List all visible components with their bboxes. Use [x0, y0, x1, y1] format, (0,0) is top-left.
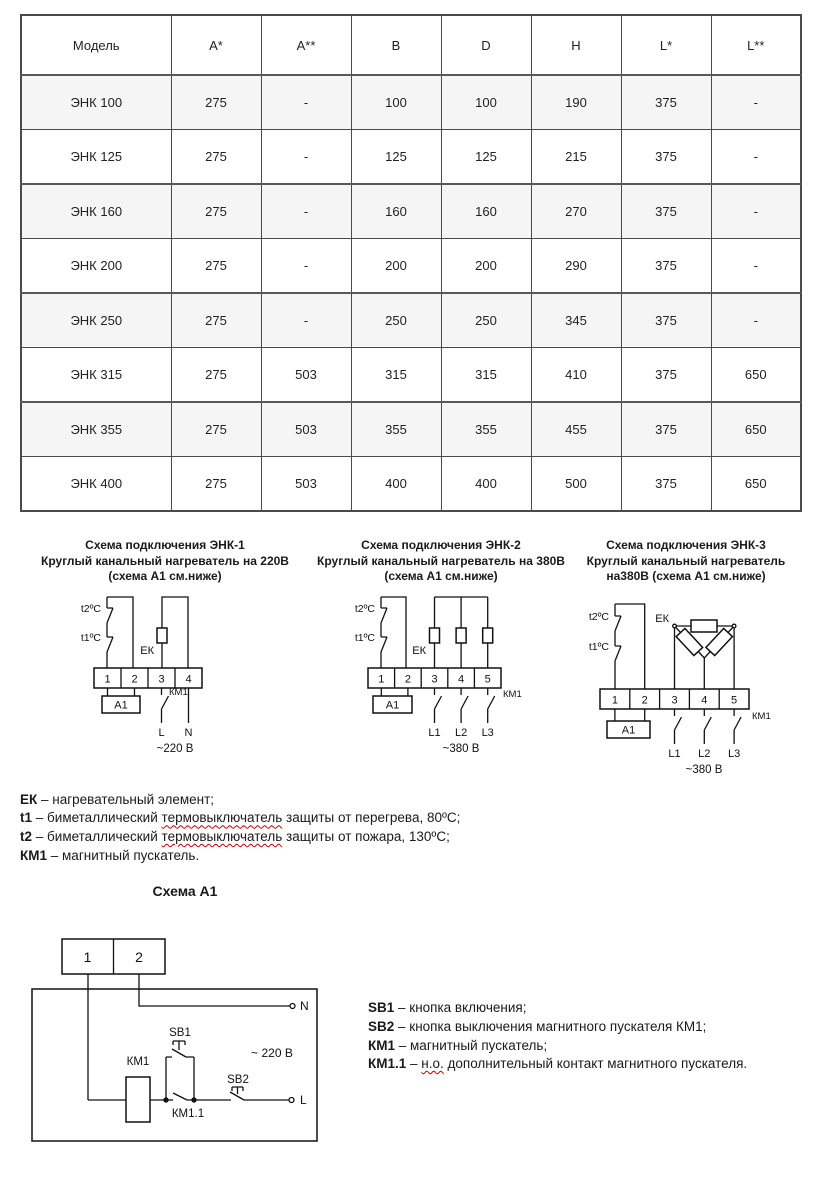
diagram-enk2-drawing [331, 591, 551, 759]
diagram-enk1-drawing [55, 591, 275, 759]
value-cell: 375 [621, 130, 711, 185]
thermal-switch-branch [81, 597, 133, 668]
line-label-l2: L2 [698, 747, 711, 760]
km1-label: КМ1 [752, 710, 771, 722]
table-row [21, 184, 801, 239]
title-line: Круглый канальный нагреватель на 220В [41, 553, 289, 568]
t1-label: t1ºС [354, 631, 375, 644]
value-cell: 375 [621, 239, 711, 294]
legend-item [20, 847, 800, 866]
value-cell: 190 [531, 75, 621, 130]
table-row [21, 130, 801, 185]
value-cell: - [261, 130, 351, 185]
voltage-label: ~ 220 В [251, 1046, 293, 1061]
value-cell: - [261, 293, 351, 348]
voltage-label: ~380 В [685, 763, 723, 776]
n-terminal [290, 1004, 295, 1009]
value-cell: 275 [171, 75, 261, 130]
diagram-enk1-title [41, 538, 289, 585]
km1-contacts [435, 688, 522, 723]
value-cell: 275 [171, 239, 261, 294]
heater-element-symbol [430, 628, 440, 643]
value-cell: 455 [531, 402, 621, 457]
legend-item [368, 999, 747, 1018]
schema-a1-legend [368, 999, 747, 1074]
value-cell: 275 [171, 184, 261, 239]
line-label-l: L [158, 726, 165, 739]
value-cell: - [711, 293, 801, 348]
legend-key: КМ1 [20, 847, 47, 863]
diagram-enk1 [20, 538, 310, 781]
value-cell: 160 [351, 184, 441, 239]
schema-a1-drawing [20, 899, 350, 1149]
t2-label: t2ºС [588, 610, 609, 623]
col-header-l2: L** [711, 15, 801, 75]
terminal-block [600, 689, 749, 709]
ek-label: ЕК [412, 644, 426, 657]
legend-key: t2 [20, 829, 33, 845]
value-cell: 375 [621, 75, 711, 130]
value-cell: - [261, 75, 351, 130]
col-header-a2: A** [261, 15, 351, 75]
t1-label: t1ºС [588, 640, 609, 653]
l-label: L [300, 1093, 307, 1108]
value-cell: 410 [531, 348, 621, 403]
a1-box [373, 688, 412, 713]
title-line: Схема подключения ЭНК-2 [361, 538, 521, 552]
dimensions-table [20, 14, 802, 512]
a1-label: А1 [114, 699, 128, 712]
legend-text: защиты от перегрева, 80ºС; [282, 810, 461, 826]
schema-a1-section [20, 883, 800, 1154]
heater-element-symbol [157, 628, 167, 643]
title-line: (схема А1 см.ниже) [384, 569, 498, 584]
a1-box [607, 709, 650, 738]
value-cell: 355 [441, 402, 531, 457]
model-cell: ЭНК 200 [21, 239, 171, 294]
value-cell: 375 [621, 457, 711, 512]
legend-item [368, 1018, 747, 1037]
value-cell: 503 [261, 348, 351, 403]
table-row [21, 402, 801, 457]
table-row [21, 75, 801, 130]
terminal-number: 1 [378, 673, 385, 686]
terminal-number: 1 [83, 949, 92, 966]
diagram-enk2-title [317, 538, 565, 585]
model-cell: ЭНК 100 [21, 75, 171, 130]
value-cell: - [711, 184, 801, 239]
value-cell: 355 [351, 402, 441, 457]
value-cell: 400 [351, 457, 441, 512]
line-label-l2: L2 [454, 726, 468, 739]
value-cell: 650 [711, 402, 801, 457]
model-cell: ЭНК 315 [21, 348, 171, 403]
title-line: Схема подключения ЭНК-3 [606, 538, 766, 552]
value-cell: 345 [531, 293, 621, 348]
legend-text: – биметаллический [35, 810, 162, 826]
thermal-switch-branch [589, 604, 645, 689]
value-cell: 375 [621, 293, 711, 348]
terminal-number: 4 [185, 673, 192, 686]
km11-label: КМ1.1 [171, 1108, 205, 1121]
diagram-enk3 [572, 538, 800, 781]
legend-item [20, 809, 800, 828]
value-cell: 160 [441, 184, 531, 239]
legend-item [368, 1037, 747, 1056]
value-cell: - [711, 239, 801, 294]
delta-heater-elements [655, 613, 736, 689]
legend-text: – кнопка выключения магнитного пускателя КМ1; [398, 1018, 707, 1034]
legend-key: t1 [20, 810, 33, 826]
legend-marked-word: н.о. [421, 1056, 444, 1072]
legend-text: дополнительный контакт магнитного пускателя. [443, 1056, 748, 1072]
col-header-l1: L* [621, 15, 711, 75]
legend-key: SB1 [368, 1000, 395, 1016]
sb2-label: SB2 [227, 1074, 249, 1087]
heater-element-symbol [691, 620, 717, 632]
km1-label: КМ1 [503, 688, 522, 700]
title-line: на380В (схема А1 см.ниже) [606, 569, 766, 584]
schema-a1-title: Схема А1 [152, 883, 218, 900]
terminal-number: 2 [641, 694, 648, 707]
value-cell: 200 [441, 239, 531, 294]
legend-marked-word: термовыключатель [161, 829, 283, 845]
km1-label: КМ1 [169, 686, 188, 698]
model-cell: ЭНК 160 [21, 184, 171, 239]
legend-item [368, 1055, 747, 1074]
voltage-label: ~220 В [156, 742, 194, 755]
value-cell: 275 [171, 457, 261, 512]
diagram-enk2 [310, 538, 572, 781]
legend-text: – магнитный пускатель; [398, 1037, 548, 1053]
t2-label: t2ºС [354, 602, 375, 615]
title-line: Схема подключения ЭНК-1 [85, 538, 245, 552]
value-cell: 275 [171, 130, 261, 185]
terminal-number: 2 [135, 949, 143, 966]
table-row [21, 457, 801, 512]
title-line: Круглый канальный нагреватель на 380В [317, 553, 565, 568]
terminal-number: 4 [701, 694, 708, 707]
table-header [21, 15, 801, 75]
schema-a1-drawing-block [20, 883, 360, 1154]
legend-text: защиты от пожара, 130ºС; [282, 829, 450, 845]
voltage-label: ~380 В [442, 742, 480, 755]
wiring-diagrams-row [20, 538, 800, 781]
value-cell: 100 [351, 75, 441, 130]
a1-label: А1 [385, 699, 400, 712]
diagram-enk3-drawing [572, 591, 800, 781]
value-cell: - [711, 130, 801, 185]
value-cell: 650 [711, 457, 801, 512]
terminal-number: 3 [671, 694, 678, 707]
model-cell: ЭНК 250 [21, 293, 171, 348]
terminal-block [94, 668, 202, 688]
value-cell: 125 [351, 130, 441, 185]
terminal-number: 1 [104, 673, 111, 686]
title-line: Круглый канальный нагреватель [586, 553, 786, 568]
km1-contacts [675, 709, 771, 744]
col-header-d: D [441, 15, 531, 75]
col-header-model: Модель [21, 15, 171, 75]
terminal-number: 5 [731, 694, 738, 707]
value-cell: 375 [621, 348, 711, 403]
value-cell: 315 [441, 348, 531, 403]
legend-key: КМ1 [368, 1037, 395, 1053]
value-cell: - [261, 184, 351, 239]
junction-node [163, 1098, 168, 1103]
value-cell: 275 [171, 293, 261, 348]
terminal-number: 4 [458, 673, 465, 686]
col-header-h: H [531, 15, 621, 75]
terminal-number: 2 [131, 673, 138, 686]
l-terminal [289, 1098, 294, 1103]
value-cell: 400 [441, 457, 531, 512]
ek-label: ЕК [655, 612, 669, 625]
t2-label: t2ºС [80, 602, 101, 615]
diagram-enk3-title [587, 538, 786, 585]
n-label: N [300, 999, 309, 1014]
legend-key: SB2 [368, 1018, 395, 1034]
legend-text: – [410, 1056, 422, 1072]
value-cell: 290 [531, 239, 621, 294]
value-cell: 375 [621, 402, 711, 457]
t1-label: t1ºС [80, 631, 101, 644]
km1-coil [126, 1077, 150, 1122]
value-cell: 125 [441, 130, 531, 185]
value-cell: 215 [531, 130, 621, 185]
delta-node [732, 624, 736, 628]
sb1-label: SB1 [169, 1027, 191, 1040]
legend-marked-word: термовыключатель [161, 810, 283, 826]
heater-element-branches [412, 597, 492, 668]
value-cell: 200 [351, 239, 441, 294]
terminal-block [368, 668, 501, 688]
terminal-number: 5 [484, 673, 491, 686]
value-cell: 250 [351, 293, 441, 348]
table-row [21, 293, 801, 348]
value-cell: - [261, 239, 351, 294]
km1-label: КМ1 [126, 1056, 150, 1069]
terminal-number: 2 [404, 673, 411, 686]
line-label-n: N [184, 726, 193, 739]
line-label-l1: L1 [428, 726, 441, 739]
model-cell: ЭНК 355 [21, 402, 171, 457]
value-cell: 250 [441, 293, 531, 348]
value-cell: 275 [171, 348, 261, 403]
value-cell: 500 [531, 457, 621, 512]
model-cell: ЭНК 400 [21, 457, 171, 512]
table-row [21, 239, 801, 294]
line-label-l3: L3 [727, 747, 741, 760]
ek-label: ЕК [140, 644, 154, 657]
legend-text: – нагревательный элемент; [41, 791, 215, 807]
legend-text: – биметаллический [35, 829, 162, 845]
model-cell: ЭНК 125 [21, 130, 171, 185]
thermal-switch-branch [355, 597, 406, 668]
delta-node [673, 624, 677, 628]
value-cell: 503 [261, 402, 351, 457]
terminal-number: 3 [158, 673, 165, 686]
legend-key: КМ1.1 [368, 1056, 407, 1072]
line-label-l3: L3 [481, 726, 494, 739]
line-label-l1: L1 [668, 747, 681, 760]
col-header-a1: A* [171, 15, 261, 75]
heater-element-branch [140, 597, 188, 668]
heater-element-symbol [456, 628, 466, 643]
value-cell: 503 [261, 457, 351, 512]
legend-text: – кнопка включения; [398, 1000, 527, 1016]
table-row [21, 348, 801, 403]
component-legend [20, 791, 800, 866]
value-cell: 275 [171, 402, 261, 457]
a1-box [102, 688, 140, 713]
terminal-number: 3 [431, 673, 438, 686]
km1-contact [162, 687, 189, 723]
a1-label: А1 [621, 724, 636, 737]
col-header-b: B [351, 15, 441, 75]
value-cell: 650 [711, 348, 801, 403]
legend-key: ЕК [20, 791, 38, 807]
value-cell: - [711, 75, 801, 130]
legend-item [20, 828, 800, 847]
table-body [21, 75, 801, 511]
heater-element-symbol [483, 628, 493, 643]
table-header-row [21, 15, 801, 75]
value-cell: 270 [531, 184, 621, 239]
junction-node [191, 1098, 196, 1103]
legend-item [20, 791, 800, 810]
value-cell: 375 [621, 184, 711, 239]
legend-text: – магнитный пускатель. [50, 847, 200, 863]
title-line: (схема А1 см.ниже) [108, 569, 222, 584]
terminal-number: 1 [611, 694, 618, 707]
value-cell: 100 [441, 75, 531, 130]
terminal-block [62, 939, 165, 974]
value-cell: 315 [351, 348, 441, 403]
